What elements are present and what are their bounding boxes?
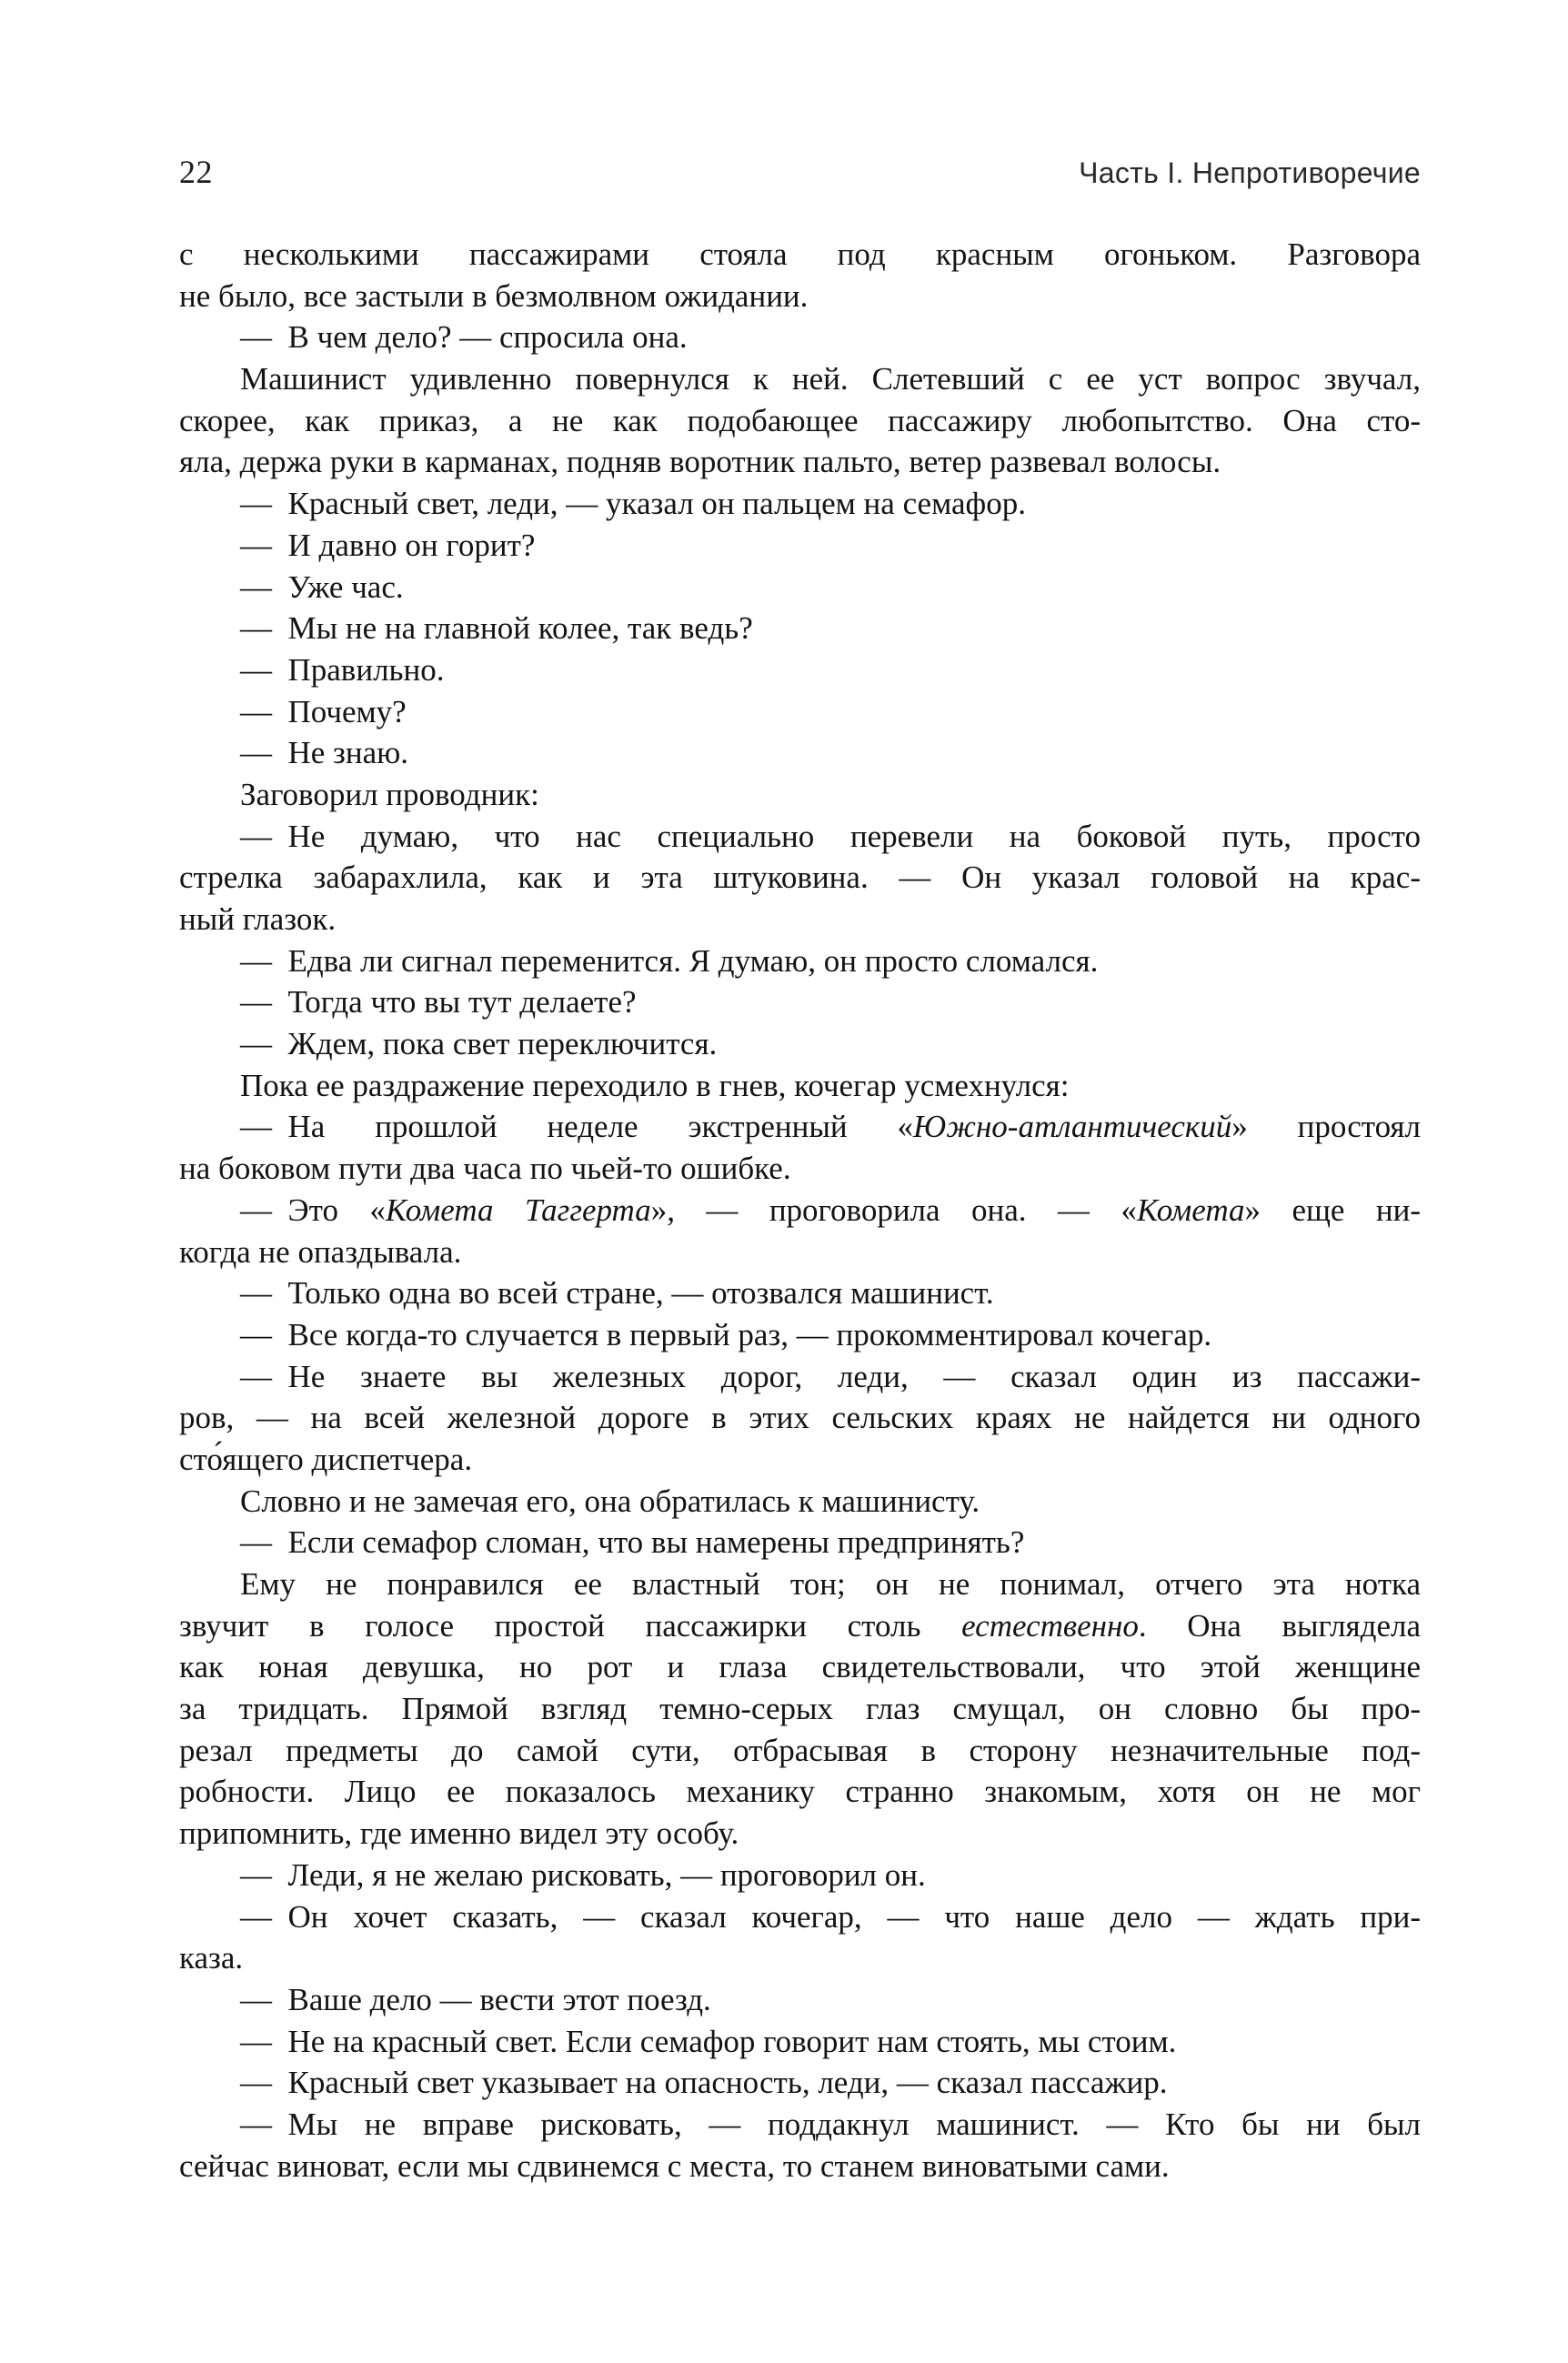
paragraph [179, 1356, 1421, 1481]
text-line: — Он хочет сказать, — сказал кочегар, — что наше дело — ждать при- [240, 1898, 1421, 1935]
text-line: робности. Лицо ее показалось механику странно знакомым, хотя он не мог [179, 1774, 1421, 1810]
text-line: за тридцать. Прямой взгляд темно-серых глаз смущал, он словно бы про- [179, 1691, 1421, 1727]
paragraph [179, 1065, 1421, 1107]
text-line: — Правильно. [240, 651, 445, 688]
paragraph [179, 1855, 1421, 1896]
paragraph [179, 649, 1421, 691]
text-line: резал предметы до самой сути, отбрасывая в сторону незначительные под- [179, 1732, 1421, 1768]
text-line: не было, все застыли в безмолвном ожидании. [179, 277, 809, 314]
text-line: ный глазок. [179, 901, 337, 937]
italic-text: Южно-атлантический [913, 1109, 1232, 1145]
text-line: — Мы не на главной колее, так ведь? [240, 610, 753, 647]
text-line: когда не опаздывала. [179, 1233, 462, 1270]
text-line: — Ваше дело — вести этот поезд. [240, 1981, 711, 2017]
paragraph [179, 732, 1421, 774]
paragraph [179, 1272, 1421, 1314]
text-line: Машинист удивленно повернулся к ней. Слетевший с ее уст вопрос звучал, [240, 361, 1421, 397]
text-line: — Красный свет указывает на опасность, леди, — сказал пассажир. [240, 2065, 1168, 2101]
text-line: ров, — на всей железной дороге в этих сельских краях не найдется ни одного [179, 1400, 1421, 1436]
paragraph [179, 691, 1421, 733]
text-line: с несколькими пассажирами стояла под красным огоньком. Разговора [179, 236, 1421, 272]
text-line: — Тогда что вы тут делаете? [240, 984, 637, 1021]
text-line: — Не думаю, что нас специально перевели на боковой путь, просто [240, 818, 1421, 854]
text-line: — Если семафор сломан, что вы намерены предпринять? [240, 1524, 1025, 1561]
italic-text: Комета [1136, 1192, 1245, 1228]
paragraph [179, 567, 1421, 608]
italic-text: естественно [961, 1607, 1139, 1644]
paragraph [179, 483, 1421, 525]
paragraph [179, 2021, 1421, 2063]
text-line: — Уже час. [240, 568, 404, 605]
text-line: — Почему? [240, 693, 407, 729]
paragraph [179, 981, 1421, 1023]
text-line: — Только одна во всей стране, — отозвался машинист. [240, 1275, 994, 1312]
text-line: — Не знаете вы железных дорог, леди, — сказал один из пассажи- [240, 1358, 1421, 1394]
text-line: — Мы не вправе рисковать, — поддакнул машинист. — Кто бы ни был [240, 2106, 1421, 2142]
text-line: Пока ее раздражение переходило в гнев, кочегар усмехнулся: [240, 1067, 1070, 1103]
paragraph [179, 1522, 1421, 1564]
paragraph [179, 1106, 1421, 1189]
text-line: — Красный свет, леди, — указал он пальцем на семафор. [240, 486, 1026, 522]
paragraph [179, 1896, 1421, 1979]
italic-text: Комета Таггерта [385, 1192, 651, 1228]
paragraph [179, 940, 1421, 982]
text-line: скорее, как приказ, а не как подобающее пассажиру любопытство. Она сто- [179, 402, 1421, 438]
text-line: — Это «Комета Таггерта», — проговорила она. — «Комета» еще ни- [240, 1192, 1421, 1228]
page-number: 22 [179, 154, 213, 190]
text-line: Словно и не замечая его, она обратилась к машинисту. [240, 1483, 980, 1519]
text-line: — И давно он горит? [240, 527, 536, 563]
paragraph [179, 1314, 1421, 1356]
paragraph [179, 1564, 1421, 1855]
paragraph [179, 1023, 1421, 1065]
text-line: сейчас виноват, если мы сдвинемся с места, то станем виноватыми сами. [179, 2147, 1170, 2184]
text-line: припомнить, где именно видел эту особу. [179, 1815, 739, 1852]
paragraph [179, 1979, 1421, 2021]
running-title: Часть I. Непротиворечие [1079, 156, 1421, 189]
text-line: — Не знаю. [240, 735, 409, 771]
text-line: — В чем дело? — спросила она. [240, 319, 688, 356]
text-line: — Не на красный свет. Если семафор говорит нам стоять, мы стоим. [240, 2023, 1177, 2059]
text-line: Заговорил проводник: [240, 776, 539, 812]
text-line: сто́ящего диспетчера. [179, 1441, 473, 1477]
paragraph [179, 774, 1421, 816]
paragraph [179, 317, 1421, 358]
text-line: Ему не понравился ее властный тон; он не понимал, отчего эта нотка [240, 1566, 1421, 1602]
text-line: — Ждем, пока свет переключится. [240, 1026, 718, 1062]
text-line: — Все когда-то случается в первый раз, — прокомментировал кочегар. [240, 1316, 1212, 1352]
paragraph [179, 2104, 1421, 2187]
text-line: на боковом пути два часа по чьей-то ошибке. [179, 1151, 791, 1187]
text-line: звучит в голосе простой пассажирки столь естественно. Она выглядела [179, 1607, 1421, 1644]
text-line: стрелка забарахлила, как и эта штуковина. — Он указал головой на крас- [179, 860, 1421, 896]
paragraph [179, 816, 1421, 940]
paragraph [179, 608, 1421, 649]
paragraph [179, 525, 1421, 567]
paragraph [179, 1190, 1421, 1272]
running-head [179, 153, 1421, 191]
text-line: — На прошлой неделе экстренный «Южно-атлантический» простоял [240, 1109, 1421, 1145]
text-line: каза. [179, 1940, 244, 1976]
page-body [179, 234, 1421, 2187]
text-line: как юная девушка, но рот и глаза свидетельствовали, что этой женщине [179, 1649, 1421, 1685]
text-line: яла, держа руки в карманах, подняв воротник пальто, ветер развевал волосы. [179, 444, 1221, 480]
paragraph [179, 234, 1421, 317]
paragraph [179, 2062, 1421, 2104]
text-line: — Едва ли сигнал переменится. Я думаю, он просто сломался. [240, 942, 1099, 979]
paragraph [179, 358, 1421, 483]
paragraph [179, 1481, 1421, 1523]
text-line: — Леди, я не желаю рисковать, — проговорил он. [240, 1856, 926, 1893]
